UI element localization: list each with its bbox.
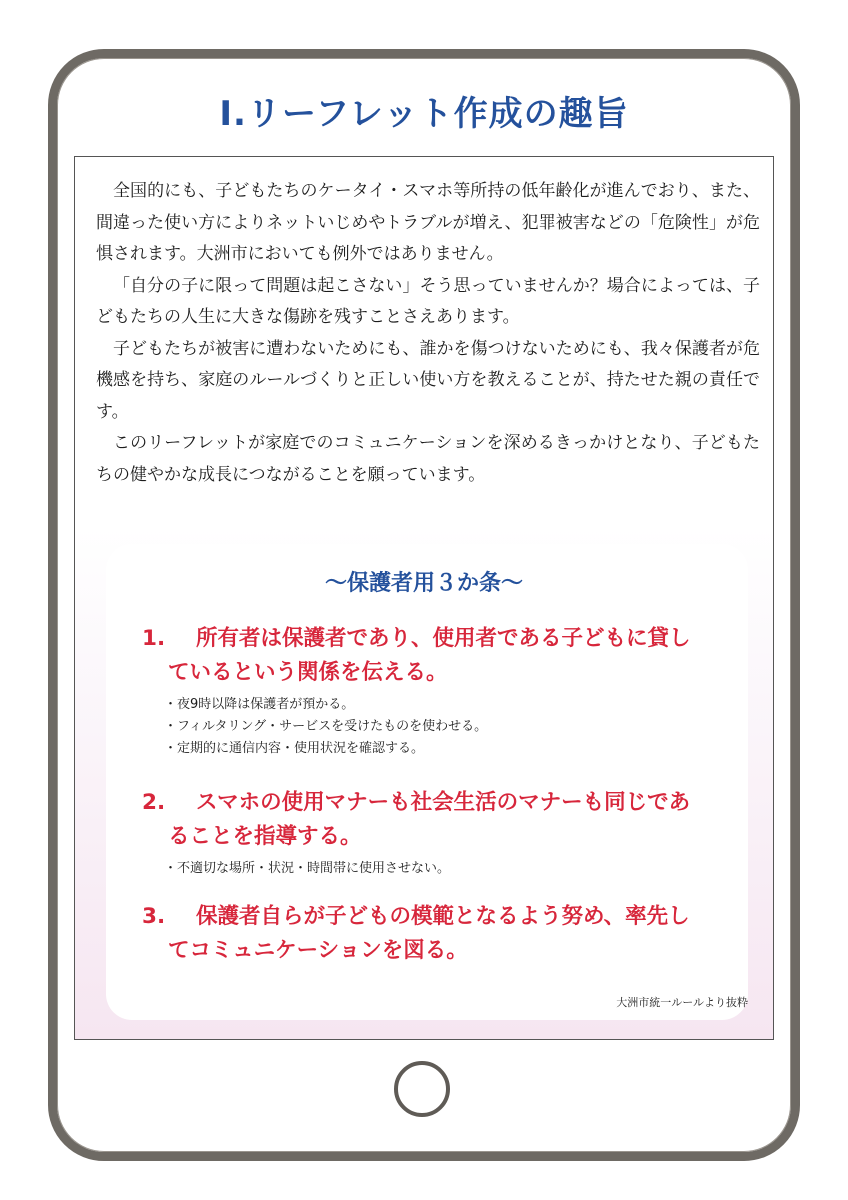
page-title: Ⅰ.リーフレット作成の趣旨 (219, 94, 629, 134)
rule-1-bullets (164, 694, 724, 760)
intro-paragraph: 「自分の子に限って問題は起こさない」そう思っていませんか？場合によっては、子どもたちの人生に大きな傷跡を残すことさえあります。 (96, 275, 760, 327)
rule-number: 3. (142, 904, 166, 929)
rule-heading-line: 所有者は保護者であり、使用者である子どもに貸し (196, 626, 691, 651)
intro-paragraph: 全国的にも、子どもたちのケータイ・スマホ等所持の低年齢化が進んでおり、また、間違った使い方によりネットいじめやトラブルが増え、犯罪被害などの「危険性」が危惧されます。大洲市においても例外ではありません。 (96, 181, 760, 264)
rule-number: 1. (142, 626, 166, 651)
intro-paragraph: このリーフレットが家庭でのコミュニケーションを深めるきっかけとなり、子どもたちの健やかな成長につながることを願っています。 (96, 433, 760, 485)
rules-title: ～保護者用３か条～ (324, 571, 523, 596)
rule-number: 2. (142, 790, 166, 815)
rule-heading-line: ているという関係を伝える。 (168, 660, 448, 685)
bullet-item: ・不適切な場所・状況・時間帯に使用させない。 (164, 861, 451, 876)
intro-paragraph: 子どもたちが被害に遭わないためにも、誰かを傷つけないためにも、我々保護者が危機感を持ち、家庭のルールづくりと正しい使い方を教えることが、持たせた親の責任です。 (96, 338, 760, 422)
rule-2-heading (142, 786, 742, 854)
rule-heading-line: てコミュニケーションを図る。 (168, 938, 468, 963)
rule-2-bullets (164, 858, 724, 880)
rule-heading-line: ることを指導する。 (168, 824, 362, 849)
bullet-item: ・夜9時以降は保護者が預かる。 (164, 697, 355, 712)
circle-home-button-icon (394, 1061, 450, 1117)
intro-text (96, 176, 760, 491)
bullet-item: ・フィルタリング・サービスを受けたものを使わせる。 (164, 719, 488, 734)
source-note: 大洲市統一ルールより抜粋 (616, 996, 748, 1009)
rule-heading-line: スマホの使用マナーも社会生活のマナーも同じであ (196, 790, 691, 815)
rule-3-heading (142, 900, 742, 968)
bullet-item: ・定期的に通信内容・使用状況を確認する。 (164, 741, 425, 756)
rule-heading-line: 保護者自らが子どもの模範となるよう努め、率先し (196, 904, 690, 929)
rule-1-heading (142, 622, 742, 690)
